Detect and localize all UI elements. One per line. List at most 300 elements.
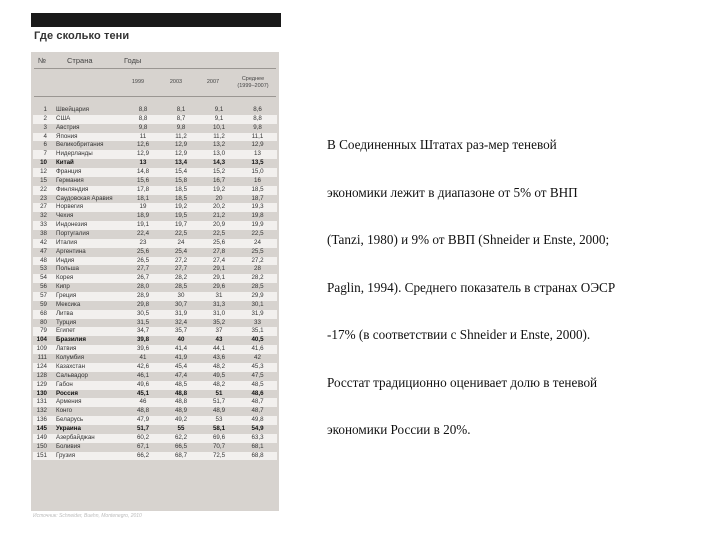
row-2007: 49,5 — [212, 371, 226, 379]
shadow-economy-table — [33, 106, 277, 460]
row-2003: 24 — [162, 239, 200, 248]
table-row — [33, 106, 277, 115]
table-row — [33, 248, 277, 257]
header-average: Среднее (1999–2007) — [237, 76, 269, 89]
row-1999: 27,7 — [136, 265, 150, 273]
table-row — [33, 203, 277, 212]
row-average: 29,9 — [238, 292, 277, 301]
row-average: 11,1 — [238, 133, 277, 142]
row-rank: 4 — [33, 133, 53, 142]
row-country: Греция — [53, 292, 124, 301]
row-country: Италия — [53, 239, 124, 248]
row-rank: 109 — [33, 345, 53, 354]
row-average: 19,3 — [238, 203, 277, 212]
row-average: 8,6 — [253, 106, 262, 113]
row-country: Конго — [56, 407, 73, 415]
row-1999: 12,9 — [124, 150, 162, 159]
table-row — [33, 416, 277, 425]
row-2003: 22,5 — [174, 230, 188, 238]
row-rank: 22 — [33, 186, 53, 195]
row-average: 8,8 — [238, 115, 277, 124]
row-2003: 15,8 — [174, 176, 188, 184]
row-country: Китай — [56, 159, 74, 167]
figure-top-bar — [31, 13, 281, 27]
shadow-economy-table-figure — [31, 13, 281, 525]
row-country: Турция — [56, 318, 77, 326]
table-row — [33, 159, 277, 168]
table-row — [33, 195, 277, 204]
row-average: 28 — [254, 265, 261, 273]
row-rank: 57 — [33, 292, 53, 301]
row-country: Украина — [56, 424, 81, 432]
row-country: Чехия — [56, 212, 74, 220]
row-2003: 28,2 — [162, 274, 200, 283]
row-rank: 42 — [33, 239, 53, 248]
row-2003: 28,5 — [174, 283, 188, 291]
row-rank: 27 — [33, 203, 53, 212]
row-2007: 69,6 — [200, 434, 238, 443]
row-2007: 22,5 — [212, 230, 226, 238]
row-country: Норвегия — [53, 203, 124, 212]
row-average: 19,9 — [238, 221, 277, 230]
table-row — [33, 381, 277, 390]
row-rank: 47 — [40, 247, 47, 255]
row-1999: 46,1 — [136, 371, 150, 379]
row-average: 68,1 — [251, 442, 264, 450]
row-country: Португалия — [56, 230, 90, 238]
row-1999: 48,8 — [136, 407, 150, 415]
row-rank: 3 — [43, 123, 47, 131]
row-1999: 8,8 — [124, 115, 162, 124]
row-rank: 151 — [33, 452, 53, 461]
row-2003: 47,4 — [174, 371, 188, 379]
row-country: Бразилия — [56, 336, 86, 344]
row-1999: 51,7 — [136, 424, 150, 432]
row-average: 28,2 — [238, 274, 277, 283]
row-country: Япония — [53, 133, 124, 142]
row-2003: 15,4 — [162, 168, 200, 177]
row-average: 40,5 — [251, 336, 264, 344]
row-2007: 29,6 — [212, 283, 226, 291]
row-2007: 27,4 — [200, 257, 238, 266]
row-2007: 21,2 — [212, 212, 226, 220]
table-row — [33, 239, 277, 248]
row-country: Россия — [56, 389, 78, 397]
row-2007: 20 — [215, 194, 223, 202]
row-country: Габон — [53, 381, 124, 390]
table-row — [33, 133, 277, 142]
table-row — [33, 274, 277, 283]
row-country: Индонезия — [53, 221, 124, 230]
body-line-5: -17% (в соответствии с Shneider и Enste, 2000). — [327, 327, 591, 342]
row-2003: 66,5 — [174, 442, 188, 450]
row-2007: 48,2 — [200, 381, 238, 390]
row-2007: 20,9 — [200, 221, 238, 230]
row-rank: 80 — [40, 318, 47, 326]
row-2007: 72,5 — [200, 452, 238, 461]
row-1999: 9,8 — [138, 123, 148, 131]
row-average: 41,6 — [238, 345, 277, 354]
row-1999: 26,5 — [124, 257, 162, 266]
row-country: Кипр — [56, 283, 70, 291]
table-row — [33, 336, 277, 345]
table-row — [33, 124, 277, 133]
row-2003: 31,9 — [162, 310, 200, 319]
header-rule-top — [34, 68, 276, 69]
row-country: Германия — [56, 176, 84, 184]
row-rank: 54 — [33, 274, 53, 283]
row-1999: 47,9 — [124, 416, 162, 425]
row-country: Сальвадор — [56, 371, 88, 379]
table-row — [33, 150, 277, 159]
table-row — [33, 398, 277, 407]
row-2003: 45,4 — [162, 363, 200, 372]
row-2007: 48,9 — [212, 407, 226, 415]
row-rank: 79 — [33, 327, 53, 336]
body-text — [327, 131, 707, 464]
row-average: 27,2 — [238, 257, 277, 266]
row-rank: 2 — [33, 115, 53, 124]
header-year-2003: 2003 — [169, 79, 183, 85]
row-2007: 10,1 — [212, 123, 226, 131]
row-rank: 111 — [37, 354, 47, 362]
row-2003: 62,2 — [162, 434, 200, 443]
row-country: США — [53, 115, 124, 124]
row-1999: 12,6 — [136, 141, 150, 149]
row-rank: 136 — [33, 416, 53, 425]
row-country: Корея — [53, 274, 124, 283]
row-rank: 129 — [33, 381, 53, 390]
row-average: 13 — [238, 150, 277, 159]
table-row — [33, 177, 277, 186]
row-average: 47,5 — [251, 371, 264, 379]
row-rank: 131 — [33, 398, 53, 407]
row-2007: 15,2 — [200, 168, 238, 177]
body-line-1: В Соединенных Штатах раз-мер теневой — [327, 137, 557, 152]
header-rule-bottom — [34, 96, 276, 97]
row-rank: 124 — [33, 363, 53, 372]
row-2007: 44,1 — [200, 345, 238, 354]
row-2003: 12,9 — [162, 150, 200, 159]
row-2007: 27,8 — [212, 247, 226, 255]
table-row — [33, 443, 277, 452]
body-line-3: (Tanzi, 1980) и 9% от ВВП (Shneider и Enste, 2000; — [327, 232, 610, 247]
row-rank: 149 — [33, 434, 53, 443]
row-2003: 41,9 — [174, 354, 188, 362]
row-2007: 14,3 — [212, 159, 226, 167]
row-2003: 8,1 — [176, 106, 186, 113]
row-2003: 27,2 — [162, 257, 200, 266]
row-2003: 9,8 — [176, 123, 186, 131]
row-1999: 28,9 — [124, 292, 162, 301]
row-2003: 11,2 — [162, 133, 200, 142]
header-year-2007: 2007 — [206, 79, 220, 85]
row-2003: 48,8 — [174, 389, 188, 397]
row-2007: 43,6 — [212, 354, 226, 362]
table-row — [33, 319, 277, 328]
row-1999: 18,9 — [136, 212, 150, 220]
row-country: Боливия — [56, 442, 81, 450]
row-1999: 46 — [124, 398, 162, 407]
row-rank: 56 — [40, 283, 47, 291]
row-2007: 53 — [200, 416, 238, 425]
row-country: Азербайджан — [53, 434, 124, 443]
row-rank: 1 — [43, 106, 47, 113]
row-2007: 51,7 — [200, 398, 238, 407]
row-2007: 19,2 — [200, 186, 238, 195]
row-1999: 18,1 — [136, 194, 150, 202]
row-1999: 45,1 — [136, 389, 150, 397]
row-average: 48,6 — [251, 389, 264, 397]
row-2007: 13,0 — [200, 150, 238, 159]
row-1999: 42,6 — [124, 363, 162, 372]
row-average: 45,3 — [238, 363, 277, 372]
table-row — [33, 372, 277, 381]
row-country: Колумбия — [56, 354, 85, 362]
table-row — [33, 310, 277, 319]
table-row — [33, 390, 277, 399]
row-1999: 34,7 — [124, 327, 162, 336]
body-line-4: Paglin, 1994). Среднего показатель в странах ОЭСР — [327, 279, 616, 295]
row-1999: 29,8 — [136, 300, 150, 308]
header-num: № — [38, 56, 47, 65]
row-2007: 31 — [200, 292, 238, 301]
row-country: Египет — [53, 327, 124, 336]
row-average: 18,5 — [238, 186, 277, 195]
row-average: 35,1 — [238, 327, 277, 336]
row-country: Аргентина — [56, 247, 86, 255]
row-rank: 32 — [40, 212, 47, 220]
row-country: Индия — [53, 257, 124, 266]
row-2003: 25,4 — [174, 247, 188, 255]
row-1999: 8,8 — [138, 106, 148, 113]
row-average: 54,9 — [251, 424, 264, 432]
figure-source: Источник: Schneider, Buehn, Montenegro, 2010 — [33, 513, 142, 519]
row-country: Грузия — [53, 452, 124, 461]
row-rank: 7 — [33, 150, 53, 159]
row-1999: 67,1 — [136, 442, 150, 450]
table-body — [33, 106, 277, 460]
row-country: Франция — [53, 168, 124, 177]
row-average: 48,7 — [238, 398, 277, 407]
row-average: 28,5 — [251, 283, 264, 291]
row-average: 49,8 — [238, 416, 277, 425]
body-line-7: экономики России в 20%. — [327, 422, 471, 437]
table-row — [33, 265, 277, 274]
row-rank: 132 — [36, 407, 47, 415]
row-rank: 48 — [33, 257, 53, 266]
table-row — [33, 115, 277, 124]
row-average: 22,5 — [251, 230, 264, 238]
row-average: 19,8 — [251, 212, 264, 220]
row-country: Казахстан — [53, 363, 124, 372]
row-2003: 30,7 — [174, 300, 188, 308]
row-1999: 19,1 — [124, 221, 162, 230]
table-panel — [31, 52, 279, 511]
row-country: Польша — [56, 265, 79, 273]
row-country: Беларусь — [53, 416, 124, 425]
table-row — [33, 345, 277, 354]
header-country: Страна — [67, 56, 93, 65]
row-2003: 8,7 — [162, 115, 200, 124]
row-1999: 30,5 — [124, 310, 162, 319]
row-1999: 13 — [139, 159, 147, 167]
table-row — [33, 257, 277, 266]
row-average: 12,9 — [251, 141, 264, 149]
row-country: Финляндия — [53, 186, 124, 195]
row-2007: 11,2 — [200, 133, 238, 142]
row-1999: 31,5 — [136, 318, 150, 326]
table-row — [33, 292, 277, 301]
row-2007: 29,1 — [212, 265, 226, 273]
row-average: 25,5 — [251, 247, 264, 255]
row-2003: 35,7 — [162, 327, 200, 336]
row-2003: 27,7 — [174, 265, 188, 273]
figure-title: Где сколько тени — [34, 30, 130, 42]
table-row — [33, 283, 277, 292]
row-country: Мексика — [56, 300, 81, 308]
row-2007: 9,1 — [214, 106, 224, 113]
row-1999: 17,8 — [124, 186, 162, 195]
row-2003: 48,8 — [162, 398, 200, 407]
row-rank: 68 — [33, 310, 53, 319]
row-1999: 25,6 — [136, 247, 150, 255]
row-2003: 19,7 — [162, 221, 200, 230]
row-2003: 13,4 — [174, 159, 188, 167]
row-country: Австрия — [56, 123, 80, 131]
row-country: Армения — [53, 398, 124, 407]
row-1999: 22,4 — [136, 230, 150, 238]
row-country: Швейцария — [56, 106, 90, 113]
table-row — [33, 186, 277, 195]
row-2003: 48,9 — [174, 407, 188, 415]
row-2007: 70,7 — [212, 442, 226, 450]
row-average: 9,8 — [253, 123, 262, 131]
header-years: Годы — [124, 56, 142, 65]
row-rank: 12 — [33, 168, 53, 177]
row-average: 48,7 — [251, 407, 264, 415]
row-1999: 14,8 — [124, 168, 162, 177]
row-2003: 32,4 — [174, 318, 188, 326]
row-2003: 49,2 — [162, 416, 200, 425]
row-average: 30,1 — [251, 300, 264, 308]
row-2007: 43 — [215, 336, 223, 344]
row-2007: 31,3 — [212, 300, 226, 308]
table-row — [33, 434, 277, 443]
body-line-6: Росстат традиционно оценивает долю в теневой — [327, 374, 598, 390]
row-2003: 19,2 — [162, 203, 200, 212]
row-2007: 51 — [215, 389, 223, 397]
row-2007: 29,1 — [200, 274, 238, 283]
row-1999: 39,6 — [124, 345, 162, 354]
row-average: 63,3 — [238, 434, 277, 443]
row-2003: 48,5 — [162, 381, 200, 390]
table-row — [33, 354, 277, 363]
row-2007: 25,6 — [200, 239, 238, 248]
row-2003: 19,5 — [174, 212, 188, 220]
row-2007: 58,1 — [212, 424, 226, 432]
row-rank: 145 — [36, 424, 47, 432]
row-rank: 33 — [33, 221, 53, 230]
row-average: 24 — [238, 239, 277, 248]
row-rank: 128 — [36, 371, 47, 379]
table-row — [33, 452, 277, 461]
body-line-2: экономики лежит в диапазоне от 5% от ВНП — [327, 184, 578, 200]
table-row — [33, 212, 277, 221]
row-average: 31,9 — [238, 310, 277, 319]
row-2003: 41,4 — [162, 345, 200, 354]
row-1999: 66,2 — [124, 452, 162, 461]
row-1999: 28,0 — [136, 283, 150, 291]
row-country: Великобритания — [56, 141, 104, 149]
row-2007: 37 — [200, 327, 238, 336]
row-1999: 11 — [124, 133, 162, 142]
row-average: 18,7 — [251, 194, 264, 202]
row-country: Саудовская Аравия — [56, 194, 113, 202]
row-1999: 39,8 — [136, 336, 150, 344]
row-2003: 12,9 — [174, 141, 188, 149]
row-2007: 20,2 — [200, 203, 238, 212]
row-rank: 38 — [40, 230, 47, 238]
row-2007: 13,2 — [212, 141, 226, 149]
row-average: 33 — [254, 318, 261, 326]
table-row — [33, 141, 277, 150]
table-row — [33, 425, 277, 434]
row-2003: 40 — [177, 336, 185, 344]
row-rank: 59 — [40, 300, 47, 308]
row-rank: 130 — [36, 389, 47, 397]
header-year-1999: 1999 — [131, 79, 145, 85]
row-1999: 23 — [124, 239, 162, 248]
row-1999: 49,6 — [124, 381, 162, 390]
table-row — [33, 363, 277, 372]
row-average: 16 — [254, 176, 261, 184]
table-row — [33, 230, 277, 239]
row-2003: 30 — [162, 292, 200, 301]
row-2003: 55 — [177, 424, 185, 432]
row-2003: 18,5 — [162, 186, 200, 195]
row-2007: 16,7 — [212, 176, 226, 184]
row-country: Литва — [53, 310, 124, 319]
table-row — [33, 168, 277, 177]
row-rank: 150 — [36, 442, 47, 450]
row-rank: 10 — [40, 159, 47, 167]
row-2007: 9,1 — [200, 115, 238, 124]
row-2007: 48,2 — [200, 363, 238, 372]
row-country: Нидерланды — [53, 150, 124, 159]
row-1999: 15,6 — [136, 176, 150, 184]
row-average: 48,5 — [238, 381, 277, 390]
row-country: Латвия — [53, 345, 124, 354]
table-row — [33, 301, 277, 310]
table-row — [33, 327, 277, 336]
row-average: 15,0 — [238, 168, 277, 177]
row-rank: 53 — [40, 265, 47, 273]
row-rank: 6 — [43, 141, 47, 149]
table-row — [33, 221, 277, 230]
row-1999: 26,7 — [124, 274, 162, 283]
row-2003: 18,5 — [174, 194, 188, 202]
row-2007: 35,2 — [212, 318, 226, 326]
row-2007: 31,0 — [200, 310, 238, 319]
row-1999: 60,2 — [124, 434, 162, 443]
row-rank: 104 — [36, 336, 47, 344]
row-average: 42 — [254, 354, 261, 362]
row-2003: 68,7 — [162, 452, 200, 461]
table-row — [33, 407, 277, 416]
row-average: 68,8 — [238, 452, 277, 461]
row-1999: 41 — [139, 354, 147, 362]
